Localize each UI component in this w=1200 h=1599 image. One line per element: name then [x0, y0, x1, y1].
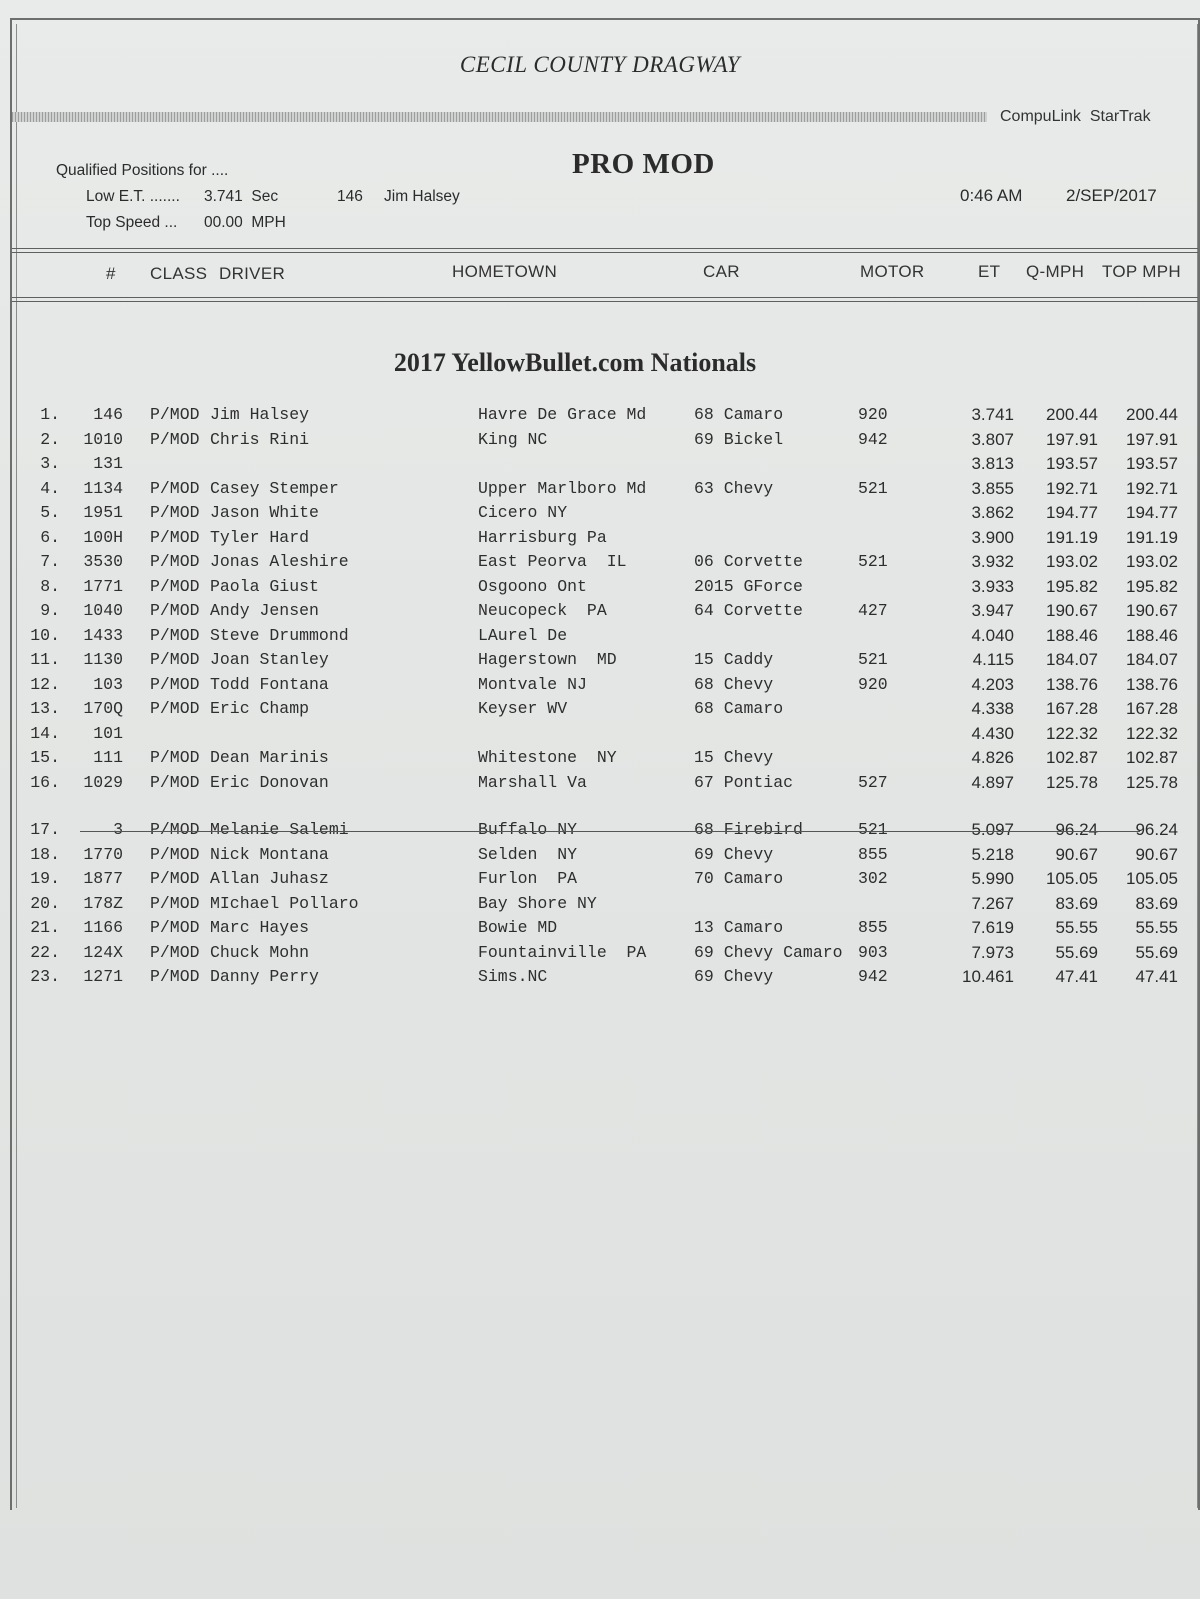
- row-et: 3.855: [971, 478, 1014, 498]
- table-row: [0, 943, 1200, 967]
- row-qmph: 200.44: [1046, 405, 1098, 424]
- row-position: 15.: [30, 748, 60, 767]
- table-row: [0, 894, 1200, 918]
- row-position: 12.: [30, 674, 60, 694]
- row-qmph: 105.05: [1046, 869, 1098, 888]
- row-et: 7.973: [971, 942, 1014, 962]
- row-class: P/MOD: [150, 601, 200, 620]
- row-qmph: 90.67: [1055, 844, 1098, 864]
- row-position: 3.: [40, 454, 60, 473]
- row-et: 4.040: [971, 625, 1014, 645]
- table-row: [0, 918, 1200, 942]
- row-car-number: 1130: [83, 650, 123, 669]
- row-class: P/MOD: [150, 405, 200, 424]
- row-position: 23.: [30, 967, 60, 986]
- row-class: P/MOD: [150, 748, 200, 767]
- row-motor: 521: [858, 820, 888, 839]
- row-qmph: 195.82: [1046, 576, 1098, 596]
- table-row: [0, 845, 1200, 869]
- row-class: P/MOD: [150, 527, 200, 547]
- row-topmph: 188.46: [1126, 625, 1178, 645]
- row-position: 16.: [30, 772, 60, 792]
- row-driver: Tyler Hard: [210, 527, 310, 547]
- row-topmph: 194.77: [1126, 503, 1178, 522]
- table-row: [0, 552, 1200, 576]
- row-car: 68 Firebird: [694, 820, 803, 839]
- row-et: 3.933: [971, 576, 1014, 596]
- row-car: 06 Corvette: [694, 552, 803, 571]
- row-position: 6.: [40, 527, 60, 547]
- row-topmph: 55.69: [1135, 942, 1178, 962]
- top-speed-value: 00.00 MPH: [204, 214, 286, 231]
- row-position: 20.: [30, 893, 60, 913]
- row-motor: 427: [858, 601, 888, 620]
- row-hometown: Harrisburg Pa: [478, 527, 607, 547]
- row-motor: 920: [858, 674, 888, 694]
- table-row: [0, 748, 1200, 772]
- row-et: 3.813: [971, 454, 1014, 473]
- row-topmph: 195.82: [1126, 576, 1178, 596]
- table-row: [0, 869, 1200, 893]
- row-qmph: 138.76: [1046, 674, 1098, 694]
- row-class: P/MOD: [150, 844, 200, 864]
- table-row: [0, 820, 1200, 844]
- row-class: P/MOD: [150, 650, 200, 669]
- row-topmph: 83.69: [1135, 893, 1178, 913]
- row-driver: Casey Stemper: [210, 478, 339, 498]
- row-driver: Paola Giust: [210, 576, 319, 596]
- col-motor: MOTOR: [860, 262, 925, 281]
- row-driver: Chuck Mohn: [210, 942, 310, 962]
- row-car: 68 Camaro: [694, 699, 784, 718]
- row-motor: 903: [858, 942, 888, 962]
- row-qmph: 83.69: [1055, 893, 1098, 913]
- low-et-driver: Jim Halsey: [384, 188, 460, 205]
- table-row: [0, 503, 1200, 527]
- row-topmph: 125.78: [1126, 772, 1178, 792]
- row-car: 67 Pontiac: [694, 772, 794, 792]
- col-class: CLASS: [150, 264, 208, 283]
- row-class: P/MOD: [150, 674, 200, 694]
- row-position: 5.: [40, 503, 60, 522]
- table-row: [0, 405, 1200, 429]
- row-driver: Steve Drummond: [210, 625, 349, 645]
- row-driver: Andy Jensen: [210, 601, 319, 620]
- row-motor: 942: [858, 967, 888, 986]
- row-et: 3.862: [971, 503, 1014, 522]
- table-row: [0, 675, 1200, 699]
- low-et-label: Low E.T. .......: [86, 188, 180, 205]
- row-class: P/MOD: [150, 869, 200, 888]
- row-topmph: 122.32: [1126, 723, 1178, 743]
- software-name: CompuLink StarTrak: [1000, 108, 1151, 125]
- row-qmph: 96.24: [1055, 820, 1098, 839]
- row-driver: Chris Rini: [210, 429, 310, 449]
- row-car-number: 131: [93, 454, 123, 473]
- row-motor: 521: [858, 650, 888, 669]
- row-topmph: 190.67: [1126, 601, 1178, 620]
- col-hometown: HOMETOWN: [452, 262, 558, 281]
- row-topmph: 47.41: [1135, 967, 1178, 986]
- row-topmph: 193.57: [1126, 454, 1178, 473]
- row-qmph: 191.19: [1046, 527, 1098, 547]
- row-topmph: 193.02: [1126, 552, 1178, 571]
- row-qmph: 193.57: [1046, 454, 1098, 473]
- row-class: P/MOD: [150, 699, 200, 718]
- table-row: [0, 650, 1200, 674]
- row-hometown: Osgoono Ont: [478, 576, 587, 596]
- row-car: 2015 GForce: [694, 576, 803, 596]
- row-car: 69 Bickel: [694, 429, 784, 449]
- row-position: 7.: [40, 552, 60, 571]
- row-qmph: 47.41: [1055, 967, 1098, 986]
- row-class: P/MOD: [150, 576, 200, 596]
- report-date: 2/SEP/2017: [1066, 186, 1157, 205]
- row-driver: Todd Fontana: [210, 674, 329, 694]
- row-driver: Jason White: [210, 503, 319, 522]
- row-et: 4.338: [971, 699, 1014, 718]
- row-et: 4.897: [971, 772, 1014, 792]
- row-car-number: 124X: [83, 942, 123, 962]
- row-class: P/MOD: [150, 967, 200, 986]
- row-motor: 942: [858, 429, 888, 449]
- table-row: [0, 773, 1200, 797]
- row-qmph: 102.87: [1046, 748, 1098, 767]
- row-hometown: Neucopeck PA: [478, 601, 607, 620]
- row-car-number: 1771: [83, 576, 123, 596]
- row-position: 14.: [30, 723, 60, 743]
- row-car: 69 Chevy Camaro: [694, 942, 843, 962]
- header-divider-top: [12, 248, 1198, 249]
- row-hometown: Fountainville PA: [478, 942, 647, 962]
- row-driver: Eric Donovan: [210, 772, 329, 792]
- row-et: 5.218: [971, 844, 1014, 864]
- row-driver: Joan Stanley: [210, 650, 329, 669]
- row-car-number: 1877: [83, 869, 123, 888]
- row-hometown: Upper Marlboro Md: [478, 478, 647, 498]
- row-hometown: King NC: [478, 429, 548, 449]
- row-qmph: 167.28: [1046, 699, 1098, 718]
- row-class: P/MOD: [150, 625, 200, 645]
- row-et: 3.807: [971, 429, 1014, 449]
- row-hometown: Buffalo NY: [478, 820, 578, 839]
- row-car-number: 3: [113, 820, 123, 839]
- row-et: 5.990: [971, 869, 1014, 888]
- row-position: 19.: [30, 869, 60, 888]
- table-row: [0, 430, 1200, 454]
- qualifying-cutoff-line: [80, 831, 1140, 832]
- row-class: P/MOD: [150, 503, 200, 522]
- row-et: 3.741: [971, 405, 1014, 424]
- row-et: 5.097: [971, 820, 1014, 839]
- row-qmph: 184.07: [1046, 650, 1098, 669]
- row-position: 18.: [30, 844, 60, 864]
- row-et: 3.947: [971, 601, 1014, 620]
- row-car-number: 1040: [83, 601, 123, 620]
- row-car-number: 170Q: [83, 699, 123, 718]
- row-hometown: Sims.NC: [478, 967, 548, 986]
- row-hometown: Hagerstown MD: [478, 650, 617, 669]
- row-qmph: 125.78: [1046, 772, 1098, 792]
- table-row: [0, 626, 1200, 650]
- col-qmph: Q-MPH: [1026, 262, 1085, 281]
- row-et: 3.932: [971, 552, 1014, 571]
- row-car: 15 Chevy: [694, 748, 774, 767]
- row-car-number: 146: [93, 405, 123, 424]
- table-row: [0, 967, 1200, 991]
- row-et: 10.461: [962, 967, 1014, 986]
- table-row: [0, 479, 1200, 503]
- row-class: P/MOD: [150, 820, 200, 839]
- header-divider-bottom: [12, 297, 1198, 298]
- row-hometown: Havre De Grace Md: [478, 405, 647, 424]
- col-topmph: TOP MPH: [1102, 262, 1181, 281]
- row-hometown: Keyser WV: [478, 699, 568, 718]
- row-position: 2.: [40, 429, 60, 449]
- row-car-number: 1271: [83, 967, 123, 986]
- row-hometown: Furlon PA: [478, 869, 578, 888]
- row-topmph: 96.24: [1135, 820, 1178, 839]
- row-qmph: 55.69: [1055, 942, 1098, 962]
- row-hometown: Cicero NY: [478, 503, 568, 522]
- row-class: P/MOD: [150, 893, 200, 913]
- row-qmph: 122.32: [1046, 723, 1098, 743]
- row-car: 69 Chevy: [694, 967, 774, 986]
- row-car-number: 1166: [83, 918, 123, 937]
- table-row: [0, 601, 1200, 625]
- row-topmph: 167.28: [1126, 699, 1178, 718]
- row-car-number: 1433: [83, 625, 123, 645]
- row-motor: 521: [858, 552, 888, 571]
- row-car-number: 3530: [83, 552, 123, 571]
- event-title: 2017 YellowBullet.com Nationals: [393, 348, 757, 377]
- row-driver: Jim Halsey: [210, 405, 310, 424]
- row-topmph: 102.87: [1126, 748, 1178, 767]
- table-row: [0, 454, 1200, 478]
- row-position: 9.: [40, 601, 60, 620]
- row-qmph: 55.55: [1055, 918, 1098, 937]
- row-hometown: Bowie MD: [478, 918, 558, 937]
- row-topmph: 90.67: [1135, 844, 1178, 864]
- row-position: 8.: [40, 576, 60, 596]
- row-position: 13.: [30, 699, 60, 718]
- report-time: 0:46 AM: [960, 186, 1023, 205]
- row-topmph: 197.91: [1126, 429, 1178, 449]
- row-car-number: 103: [93, 674, 123, 694]
- row-qmph: 194.77: [1046, 503, 1098, 522]
- row-car-number: 1010: [83, 429, 123, 449]
- row-et: 4.203: [971, 674, 1014, 694]
- row-hometown: Marshall Va: [478, 772, 587, 792]
- row-hometown: Bay Shore NY: [478, 893, 597, 913]
- row-et: 7.619: [971, 918, 1014, 937]
- row-position: 22.: [30, 942, 60, 962]
- row-position: 17.: [30, 820, 60, 839]
- row-car-number: 178Z: [83, 893, 123, 913]
- row-motor: 302: [858, 869, 888, 888]
- col-num: #: [106, 264, 116, 283]
- row-class: P/MOD: [150, 942, 200, 962]
- top-speed-label: Top Speed ...: [86, 214, 178, 231]
- row-motor: 855: [858, 918, 888, 937]
- row-car: 68 Camaro: [694, 405, 784, 424]
- row-et: 4.115: [972, 650, 1014, 669]
- row-hometown: LAurel De: [478, 625, 568, 645]
- header-divider-bottom-2: [12, 301, 1198, 302]
- row-car-number: 1770: [83, 844, 123, 864]
- track-name: CECIL COUNTY DRAGWAY: [459, 52, 741, 77]
- row-et: 4.430: [971, 723, 1014, 743]
- row-driver: Melanie Salemi: [210, 820, 349, 839]
- row-car: 70 Camaro: [694, 869, 784, 888]
- row-class: P/MOD: [150, 772, 200, 792]
- row-driver: MIchael Pollaro: [210, 893, 359, 913]
- row-topmph: 184.07: [1126, 650, 1178, 669]
- row-motor: 855: [858, 844, 888, 864]
- row-topmph: 191.19: [1126, 527, 1178, 547]
- row-class: P/MOD: [150, 918, 200, 937]
- row-car-number: 1029: [83, 772, 123, 792]
- col-et: ET: [978, 262, 1001, 281]
- row-car: 68 Chevy: [694, 674, 774, 694]
- row-driver: Danny Perry: [210, 967, 319, 986]
- row-motor: 527: [858, 772, 888, 792]
- row-position: 1.: [40, 405, 60, 424]
- row-motor: 920: [858, 405, 888, 424]
- row-hometown: Selden NY: [478, 844, 578, 864]
- row-driver: Allan Juhasz: [210, 869, 329, 888]
- row-qmph: 192.71: [1046, 478, 1098, 498]
- low-et-car-number: 146: [337, 188, 363, 205]
- qualified-label: Qualified Positions for ....: [56, 162, 229, 179]
- row-topmph: 105.05: [1126, 869, 1178, 888]
- row-driver: Jonas Aleshire: [210, 552, 349, 571]
- row-driver: Marc Hayes: [210, 918, 310, 937]
- row-et: 3.900: [971, 527, 1014, 547]
- row-qmph: 188.46: [1046, 625, 1098, 645]
- row-car-number: 101: [93, 723, 123, 743]
- row-hometown: Montvale NJ: [478, 674, 587, 694]
- row-hometown: Whitestone NY: [478, 748, 617, 767]
- row-car: 15 Caddy: [694, 650, 774, 669]
- row-car-number: 100H: [83, 527, 123, 547]
- row-topmph: 192.71: [1126, 478, 1178, 498]
- row-class: P/MOD: [150, 429, 200, 449]
- row-hometown: East Peorva IL: [478, 552, 627, 571]
- row-qmph: 193.02: [1046, 552, 1098, 571]
- table-row: [0, 724, 1200, 748]
- row-position: 4.: [40, 478, 60, 498]
- row-car-number: 1134: [83, 478, 123, 498]
- row-topmph: 55.55: [1135, 918, 1178, 937]
- row-class: P/MOD: [150, 552, 200, 571]
- row-topmph: 200.44: [1126, 405, 1178, 424]
- row-qmph: 197.91: [1046, 429, 1098, 449]
- table-row: [0, 577, 1200, 601]
- table-row: [0, 699, 1200, 723]
- row-position: 21.: [30, 918, 60, 937]
- row-et: 7.267: [971, 893, 1014, 913]
- row-qmph: 190.67: [1046, 601, 1098, 620]
- row-car: 64 Corvette: [694, 601, 803, 620]
- row-car-number: 111: [93, 748, 123, 767]
- row-car: 63 Chevy: [694, 478, 774, 498]
- row-position: 10.: [30, 625, 60, 645]
- row-car: 69 Chevy: [694, 844, 774, 864]
- low-et-value: 3.741 Sec: [204, 188, 279, 205]
- row-driver: Dean Marinis: [210, 748, 329, 767]
- row-position: 11.: [30, 650, 60, 669]
- row-driver: Nick Montana: [210, 844, 329, 864]
- timing-track-bar: [12, 112, 987, 122]
- row-car: 13 Camaro: [694, 918, 784, 937]
- row-motor: 521: [858, 478, 888, 498]
- header-divider-top-2: [12, 252, 1198, 253]
- row-class: P/MOD: [150, 478, 200, 498]
- row-car-number: 1951: [83, 503, 123, 522]
- class-title: PRO MOD: [572, 148, 715, 180]
- col-driver: DRIVER: [219, 264, 286, 283]
- col-car: CAR: [703, 262, 740, 281]
- row-et: 4.826: [971, 748, 1014, 767]
- row-topmph: 138.76: [1126, 674, 1178, 694]
- table-row: [0, 528, 1200, 552]
- row-driver: Eric Champ: [210, 699, 310, 718]
